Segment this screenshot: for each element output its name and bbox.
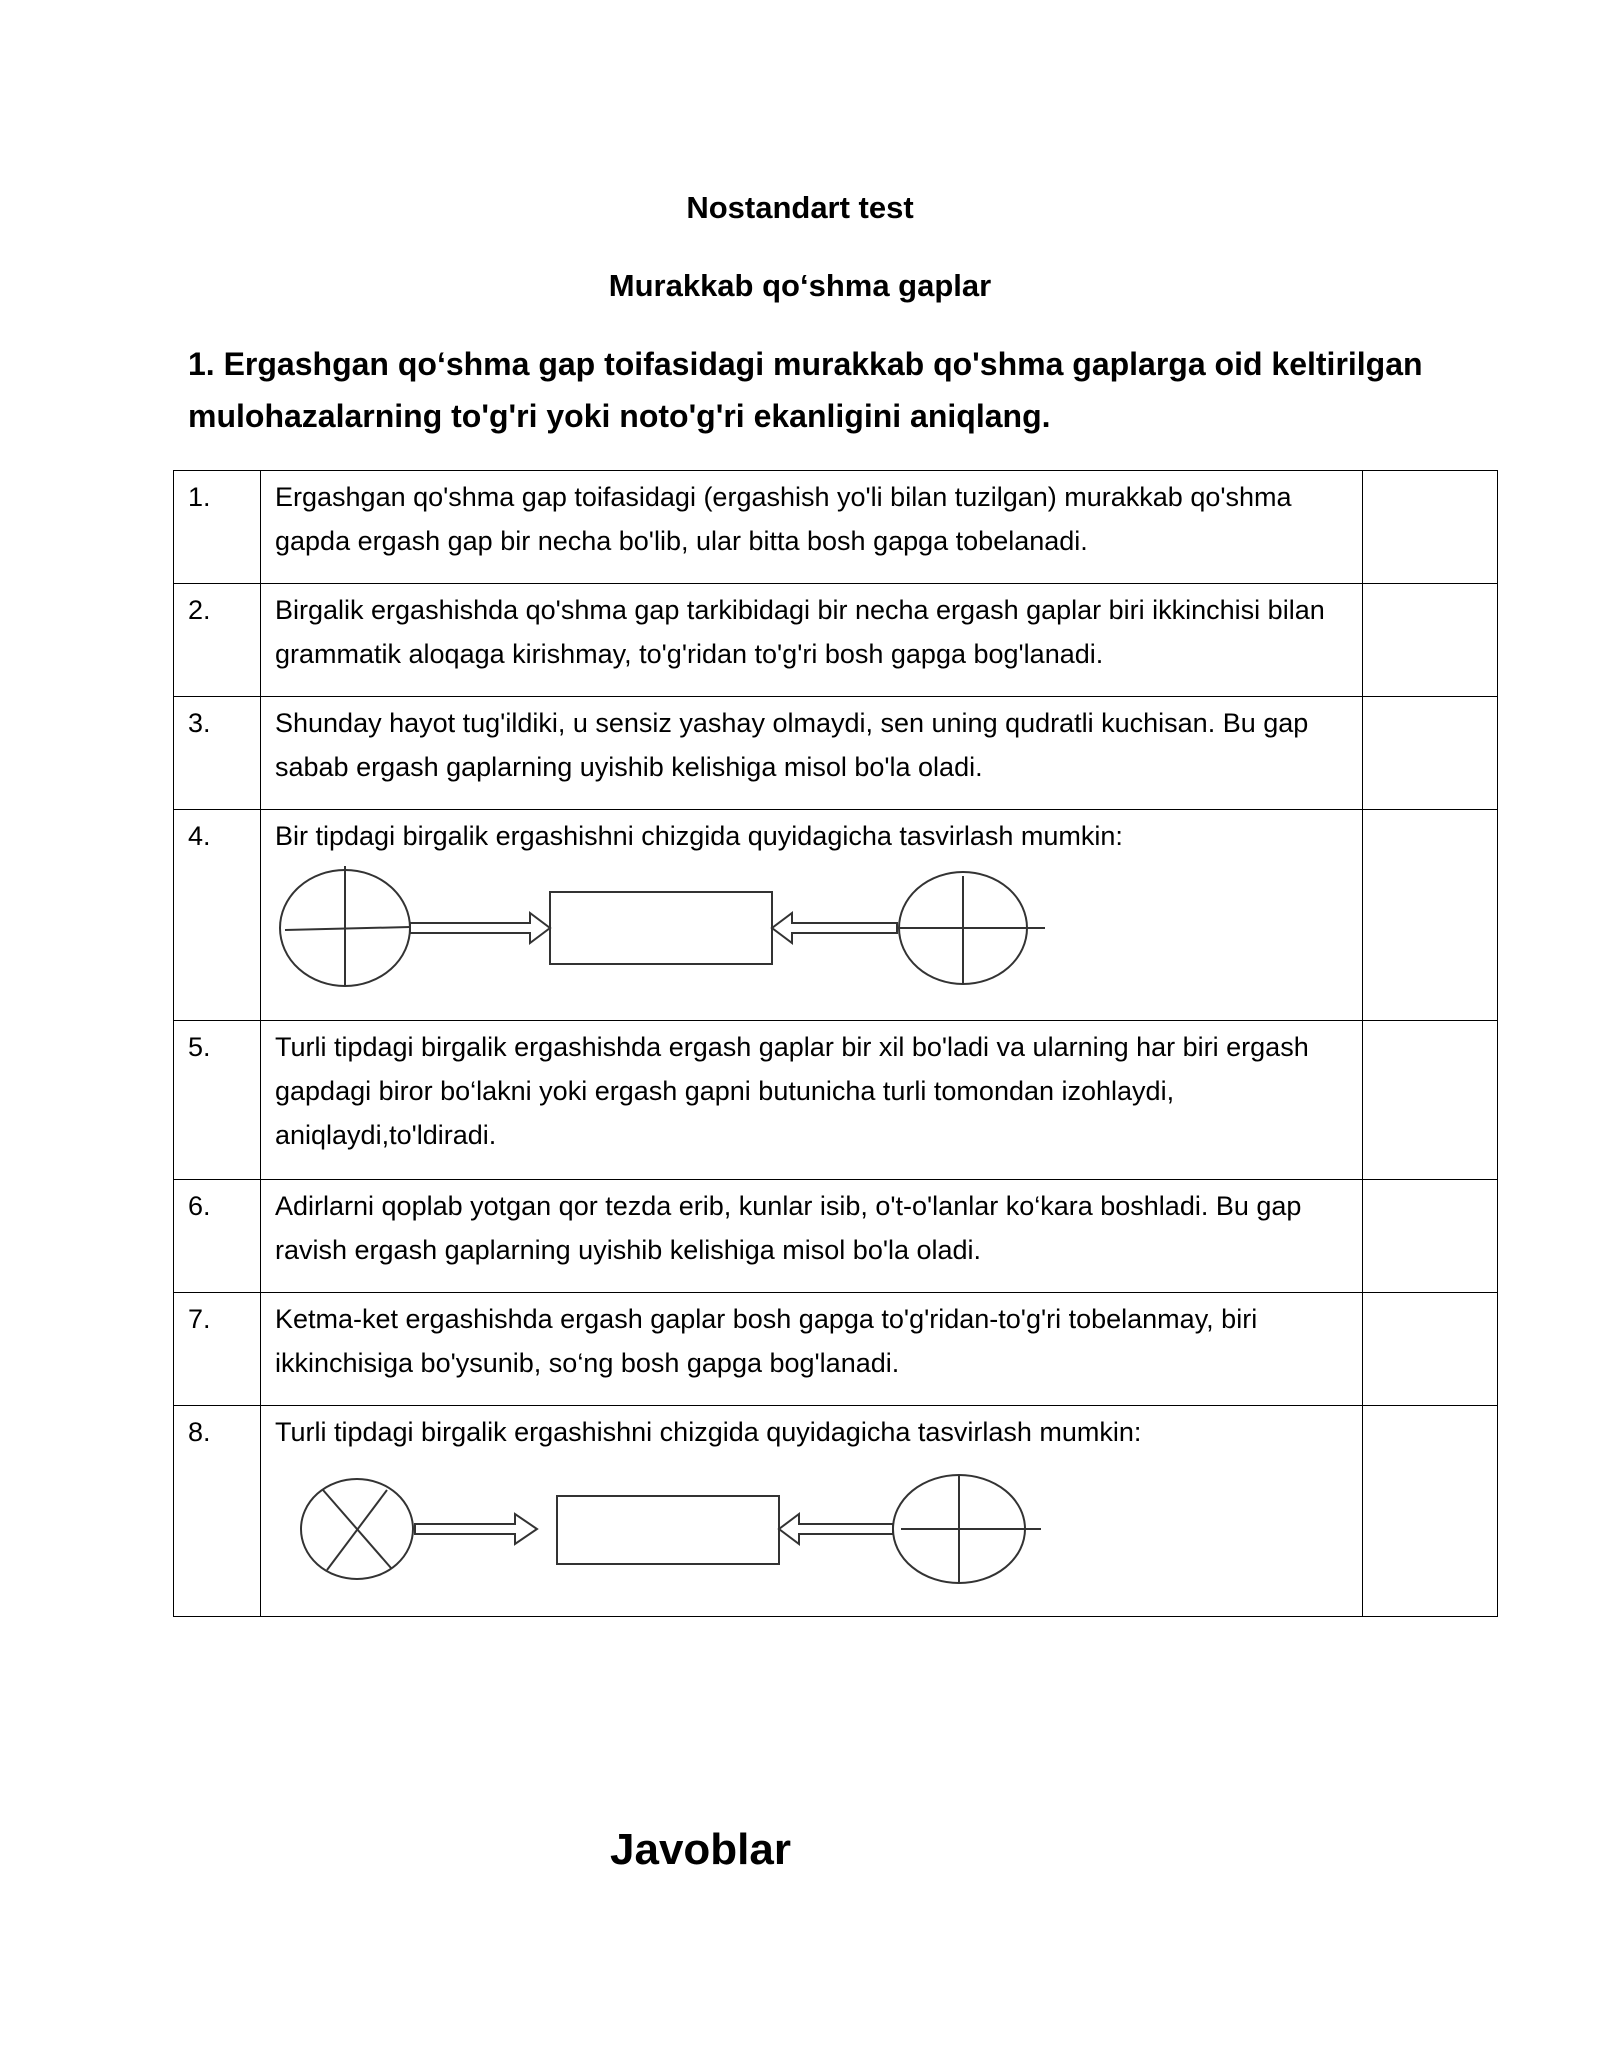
statement-text: Ergashgan qo'shma gap toifasidagi (ergashish yo'li bilan tuzilgan) murakkab qo'shma gapda ergash gap bir necha bo'lib, ular bitta bosh gapga tobelanadi. [261, 471, 1363, 584]
statements-table [173, 470, 1498, 1617]
row-number: 2. [174, 584, 261, 697]
row-number: 3. [174, 697, 261, 810]
statement-text: Birgalik ergashishda qo'shma gap tarkibidagi bir necha ergash gaplar biri ikkinchisi bilan grammatik aloqaga kirishmay, to'g'ridan to'g'ri bosh gapga bog'lanadi. [261, 584, 1363, 697]
statement-cell [261, 810, 1363, 1021]
table-row [174, 697, 1498, 810]
main-clause-box [557, 1496, 779, 1564]
table-row [174, 1021, 1498, 1180]
statement-text: Shunday hayot tug'ildiki, u sensiz yashay olmaydi, sen uning qudratli kuchisan. Bu gap sabab ergash gaplarning uyishib kelishiga misol bo'la oladi. [261, 697, 1363, 810]
statement-text: Turli tipdagi birgalik ergashishni chizgida quyidagicha tasvirlash mumkin: [275, 1417, 1142, 1447]
table-row [174, 471, 1498, 584]
arrow-left [779, 1514, 893, 1544]
mixed-type-diagram [275, 1462, 1075, 1584]
table-row [174, 1180, 1498, 1293]
statement-text: Bir tipdagi birgalik ergashishni chizgida quyidagicha tasvirlash mumkin: [275, 821, 1123, 851]
answer-cell[interactable] [1363, 1406, 1498, 1617]
document-title: Nostandart test [686, 190, 914, 225]
table-row [174, 1293, 1498, 1406]
table-row [174, 584, 1498, 697]
row-number: 8. [174, 1406, 261, 1617]
row-number: 4. [174, 810, 261, 1021]
answer-cell[interactable] [1363, 1180, 1498, 1293]
statement-cell [261, 1406, 1363, 1617]
arrow-right [415, 1514, 537, 1544]
row-number: 6. [174, 1180, 261, 1293]
answer-cell[interactable] [1363, 584, 1498, 697]
row-number: 5. [174, 1021, 261, 1180]
answers-heading: Javoblar [610, 1825, 791, 1874]
same-type-diagram [275, 866, 1075, 988]
arrow-left [772, 913, 897, 943]
answer-cell[interactable] [1363, 471, 1498, 584]
document-subtitle: Murakkab qo‘shma gaplar [608, 268, 992, 303]
answer-cell[interactable] [1363, 810, 1498, 1021]
answer-cell[interactable] [1363, 697, 1498, 810]
answer-cell[interactable] [1363, 1021, 1498, 1180]
question-text: 1. Ergashgan qo‘shma gap toifasidagi murakkab qo'shma gaplarga oid keltirilgan mulohazalarning to'g'ri yoki noto'g'ri ekanligini aniqlang. [188, 346, 1423, 434]
table-row [174, 1406, 1498, 1617]
table-row [174, 810, 1498, 1021]
statement-text: Ketma-ket ergashishda ergash gaplar bosh gapga to'g'ridan-to'g'ri tobelanmay, biri ikkinchisiga bo'ysunib, so‘ng bosh gapga bog'lanadi. [261, 1293, 1363, 1406]
row-number: 7. [174, 1293, 261, 1406]
answer-cell[interactable] [1363, 1293, 1498, 1406]
arrow-right [410, 913, 550, 943]
main-clause-box [550, 892, 772, 964]
statement-text: Turli tipdagi birgalik ergashishda ergash gaplar bir xil bo'ladi va ularning har biri ergash gapdagi biror bo‘lakni yoki ergash gapni butunicha turli tomondan izohlaydi, aniqlaydi,to'ldiradi. [261, 1021, 1363, 1180]
statement-text: Adirlarni qoplab yotgan qor tezda erib, kunlar isib, o't-o'lanlar ko‘kara boshladi. Bu gap ravish ergash gaplarning uyishib kelishiga misol bo'la oladi. [261, 1180, 1363, 1293]
row-number: 1. [174, 471, 261, 584]
